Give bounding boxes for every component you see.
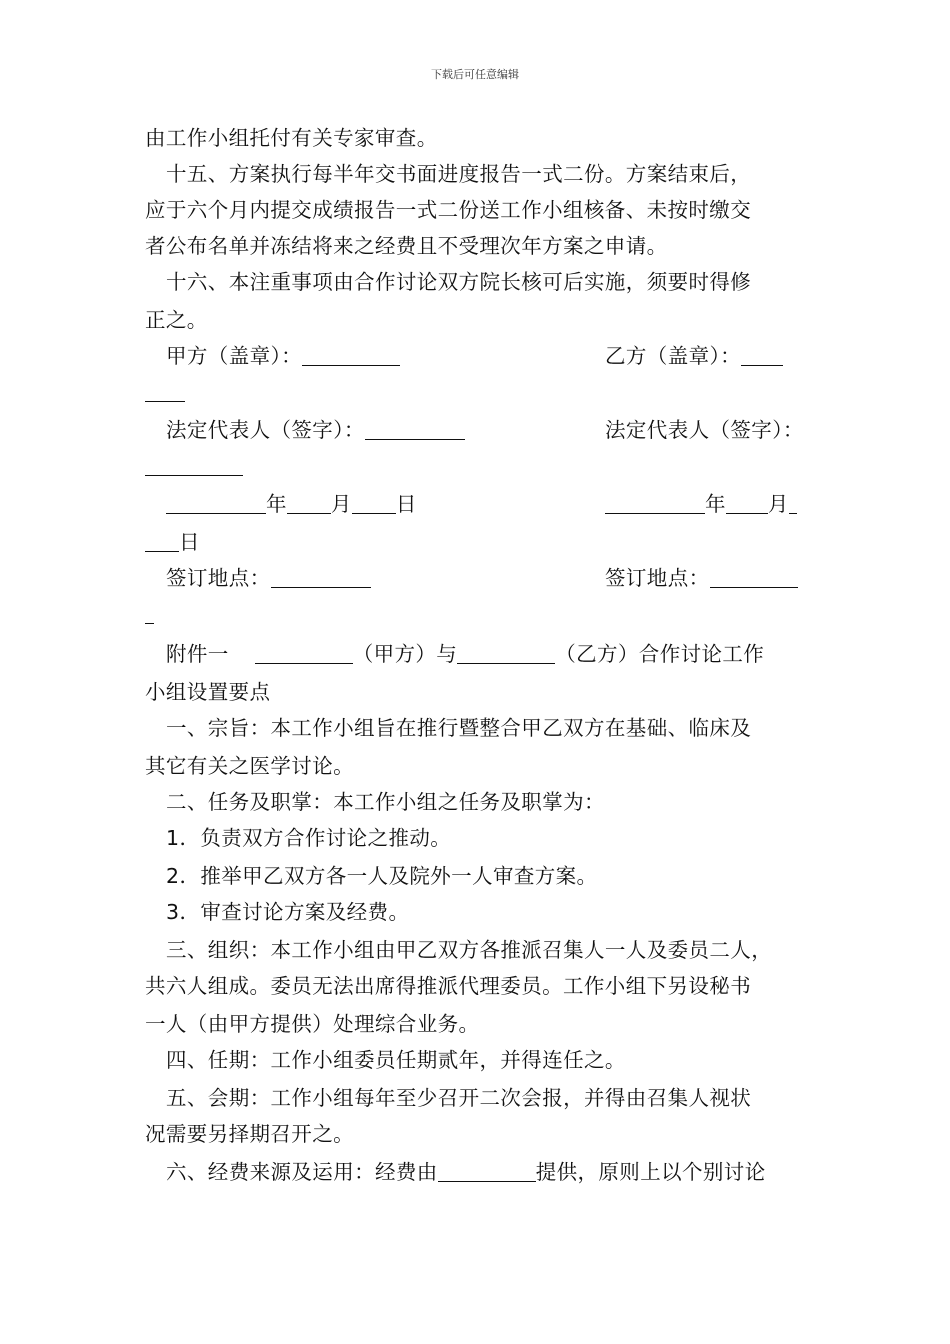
paragraph-line: 小组设置要点 xyxy=(145,680,271,704)
attachment-party-b-blank xyxy=(457,643,555,664)
attachment-party-b-label: （乙方）合作讨论工作 xyxy=(555,642,765,666)
rep-b-blank-line xyxy=(145,452,243,480)
place-b-line xyxy=(605,564,798,592)
paragraph-line: 应于六个月内提交成绩报告一式二份送工作小组核备、未按时缴交 xyxy=(145,198,752,222)
paragraph-line: 其它有关之医学讨论。 xyxy=(145,754,354,778)
place-a-label: 签订地点： xyxy=(166,566,271,590)
rep-b-blank xyxy=(145,455,243,476)
date-a-month-blank xyxy=(287,493,331,514)
rep-a-label: 法定代表人（签字）： xyxy=(166,418,365,442)
attachment-party-a-label: （甲方）与 xyxy=(352,642,458,666)
date-a-line xyxy=(166,490,417,518)
list-item: 1．负责双方合作讨论之推动。 xyxy=(166,826,452,850)
paragraph-line: 正之。 xyxy=(145,308,208,332)
funding-prefix: 六、经费来源及运用：经费由 xyxy=(166,1160,438,1184)
place-b-label: 签订地点： xyxy=(605,566,710,590)
place-b-blank-cont xyxy=(145,603,154,624)
paragraph-line: 况需要另择期召开之。 xyxy=(145,1122,354,1146)
place-a-blank xyxy=(271,567,371,588)
day-label: 日 xyxy=(179,530,200,554)
date-b-line xyxy=(605,490,797,518)
rep-b-label: 法定代表人（签字）： xyxy=(605,418,804,442)
paragraph-line: 三、组织：本工作小组由甲乙双方各推派召集人一人及委员二人， xyxy=(166,938,773,962)
paragraph-line: 者公布名单并冻结将来之经费且不受理次年方案之申请。 xyxy=(145,234,668,258)
date-a-year-blank xyxy=(166,493,266,514)
paragraph-line: 十六、本注重事项由合作讨论双方院长核可后实施，须要时得修 xyxy=(166,270,752,294)
place-b-blank xyxy=(710,567,798,588)
party-b-seal-label: 乙方（盖章）： xyxy=(605,344,742,368)
date-b-day-blank-cont xyxy=(145,531,179,552)
date-b-day-line xyxy=(145,528,200,556)
year-label: 年 xyxy=(266,492,287,516)
party-b-seal-blank xyxy=(741,345,783,366)
date-b-year-blank xyxy=(605,493,705,514)
paragraph-line: 五、会期：工作小组每年至少召开二次会报，并得由召集人视状 xyxy=(166,1086,752,1110)
rep-a-blank xyxy=(365,419,465,440)
paragraph-line: 共六人组成。委员无法出席得推派代理委员。工作小组下另设秘书 xyxy=(145,974,752,998)
party-a-seal-line xyxy=(166,342,400,370)
place-b-blank-cont-line xyxy=(145,600,154,628)
page-header: 下载后可任意编辑 xyxy=(431,68,519,81)
funding-suffix: 提供，原则上以个别讨论 xyxy=(535,1160,766,1184)
date-b-day-blank xyxy=(789,493,797,514)
party-b-seal-line xyxy=(605,342,783,370)
paragraph-line: 一人（由甲方提供）处理综合业务。 xyxy=(145,1012,480,1036)
place-a-line xyxy=(166,564,371,592)
month-label: 月 xyxy=(330,492,352,516)
paragraph-line: 四、任期：工作小组委员任期贰年，并得连任之。 xyxy=(166,1048,626,1072)
party-a-seal-blank xyxy=(302,345,400,366)
date-a-day-blank xyxy=(352,493,396,514)
rep-b-line xyxy=(605,416,804,444)
attachment-party-a-blank xyxy=(255,643,353,664)
attachment-prefix: 附件一 xyxy=(166,642,229,666)
paragraph-line: 一、宗旨：本工作小组旨在推行暨整合甲乙双方在基础、临床及 xyxy=(166,716,752,740)
blank-continuation xyxy=(145,381,185,402)
list-item: 2．推举甲乙双方各一人及院外一人审查方案。 xyxy=(166,864,598,888)
month-label: 月 xyxy=(767,492,789,516)
party-b-seal-blank-cont xyxy=(145,378,185,406)
funding-line xyxy=(166,1158,766,1186)
paragraph-line: 十五、方案执行每半年交书面进度报告一式二份。方案结束后， xyxy=(166,162,752,186)
paragraph-line: 二、任务及职掌：本工作小组之任务及职掌为： xyxy=(166,790,605,814)
rep-a-line xyxy=(166,416,465,444)
paragraph-line: 由工作小组托付有关专家审查。 xyxy=(145,126,438,150)
funding-blank xyxy=(438,1161,536,1182)
day-label: 日 xyxy=(395,492,417,516)
date-b-month-blank xyxy=(726,493,768,514)
party-a-seal-label: 甲方（盖章）： xyxy=(166,344,303,368)
year-label: 年 xyxy=(705,492,726,516)
attachment-title-line xyxy=(166,640,764,668)
list-item: 3．审查讨论方案及经费。 xyxy=(166,900,410,924)
